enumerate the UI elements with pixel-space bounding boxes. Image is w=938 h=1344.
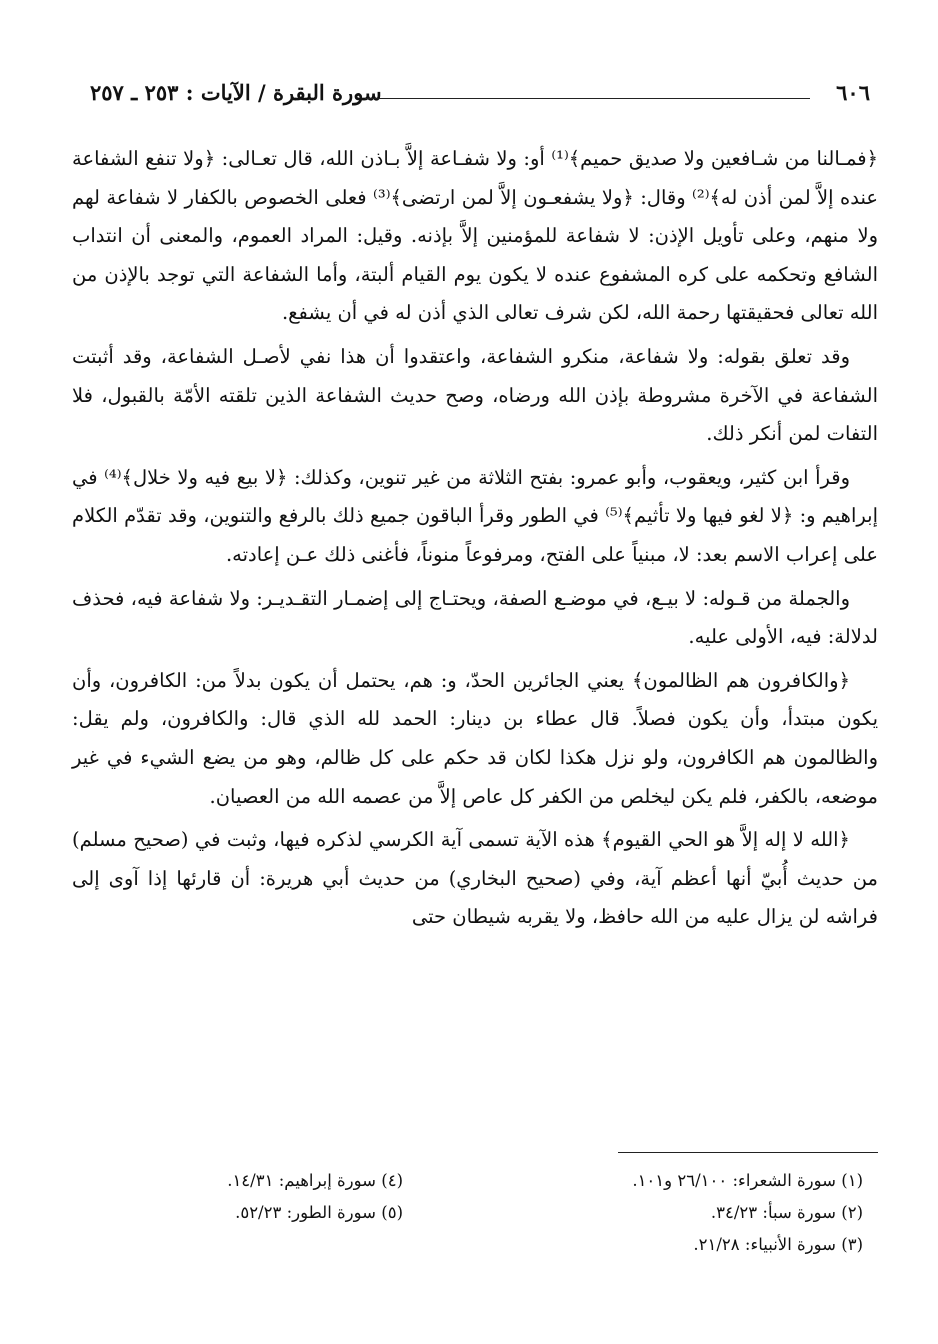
footnotes-column-right xyxy=(503,1165,863,1261)
header-rule xyxy=(365,98,810,99)
footnote-4: (٤) سورة إبراهيم: ١٤/٣١. xyxy=(227,1171,403,1190)
paragraph-readings: وقرأ ابن كثير، ويعقوب، وأبو عمرو: بفتح الثلاثة من غير تنوين، وكذلك: ﴿لا بيع فيه ولا خلال﴾⁽⁴⁾ في إبراهيم و: ﴿لا لغو فيها ولا تأثيم﴾⁽⁵⁾ في الطور وقرأ الباقون جميع ذلك بالرفع والتنوين، وقد تقدّم الكلام على إعراب الاسم بعد: لا، مبنياً على الفتح، ومرفوعاً منوناً، فأغنى ذلك عـن إعادته. xyxy=(72,465,878,566)
footnote-2: (٢) سورة سبأ: ٣٤/٢٣. xyxy=(710,1203,863,1222)
paragraph-intercession: ﴿فمـالنا من شـافعين ولا صديق حميم﴾⁽¹⁾ أو: ولا شفـاعة إلاَّ بـاذن الله، قال تعـالى: ﴿ولا تنفع الشفاعة عنده إلاَّ لمن أذن له﴾⁽²⁾ وقال: ﴿ولا يشفعـون إلاَّ لمن ارتضى﴾⁽³⁾ فعلى الخصوص بالكفار لا شفاعة لهم ولا منهم، وعلى تأويل الإذن: لا شفاعة للمؤمنين إلاَّ بإذنه. وقيل: المراد العموم، والمعنى أن انتداب الشافع وتحكمه على كره المشفوع عنده لا يكون يوم القيام ألبتة، وأما الشفاعة التي توجد بالإذن من الله تعالى فحقيقتها رحمة الله، لكن شرف تعالى الذي أذن له في أن يشفع. xyxy=(72,147,878,325)
page-header xyxy=(90,78,870,112)
footnote-3: (٣) سورة الأنبياء: ٢١/٢٨. xyxy=(693,1235,863,1254)
footnotes xyxy=(90,1165,863,1275)
footnotes-column-left xyxy=(43,1165,403,1229)
paragraph-disbelievers: ﴿والكافرون هم الظالمون﴾ يعني الجائرين الحدّ، و: هم، يحتمل أن يكون بدلاً من: الكافرون، وأن يكون مبتدأ، وأن يكون فصلاً. قال عطاء بن دينار: الحمد لله الذي قال: والكافرون، ولم يقل: والظالمون هم الكافرون، ولو نزل هكذا لكان قد حكم على كل ظالم، وهو من يضع الشيء في غير موضعه، بالكفر، فلم يكن ليخلص من الكفر كل عاص إلاَّ من عصمه الله من العصيان. xyxy=(72,668,878,808)
paragraph-ayat-al-kursi: ﴿الله لا إله إلاَّ هو الحي القيوم﴾ هذه الآية تسمى آية الكرسي لذكره فيها، وثبت في (صحيح مسلم) من حديث أُبيّ أنها أعظم آية، وفي (صحيح البخاري) من حديث أبي هريرة: أن قارئها إذا آوى إلى فراشه لن يزال عليه من الله حافظ، ولا يقربه شيطان حتى xyxy=(72,828,878,929)
paragraph-grammar: والجملة من قـوله: لا بيـع، في موضـع الصفة، ويحتـاج إلى إضمـار التقـديـر: ولا شفاعة فيه، فحذف لدلالة: فيه، الأولى عليه. xyxy=(72,586,878,649)
footnote-rule xyxy=(618,1152,878,1153)
footnote-1: (١) سورة الشعراء: ٢٦/١٠٠ و١٠١. xyxy=(632,1171,863,1190)
page-number: ٦٠٦ xyxy=(836,80,870,105)
paragraph-deniers: وقد تعلق بقوله: ولا شفاعة، منكرو الشفاعة، واعتقدوا أن هذا نفي لأصـل الشفاعة، وقد أثبتت الشفاعة في الآخرة مشروطة بإذن الله ورضاه، وصح حديث الشفاعة الذين تلقته الأمّة بالقبول، فلا التفات لمن أنكر ذلك. xyxy=(72,344,878,446)
page-body xyxy=(72,140,878,942)
running-title: سورة البقرة / الآيات : ٢٥٣ ـ ٢٥٧ xyxy=(90,80,382,105)
footnote-5: (٥) سورة الطور: ٥٢/٢٣. xyxy=(235,1203,403,1222)
